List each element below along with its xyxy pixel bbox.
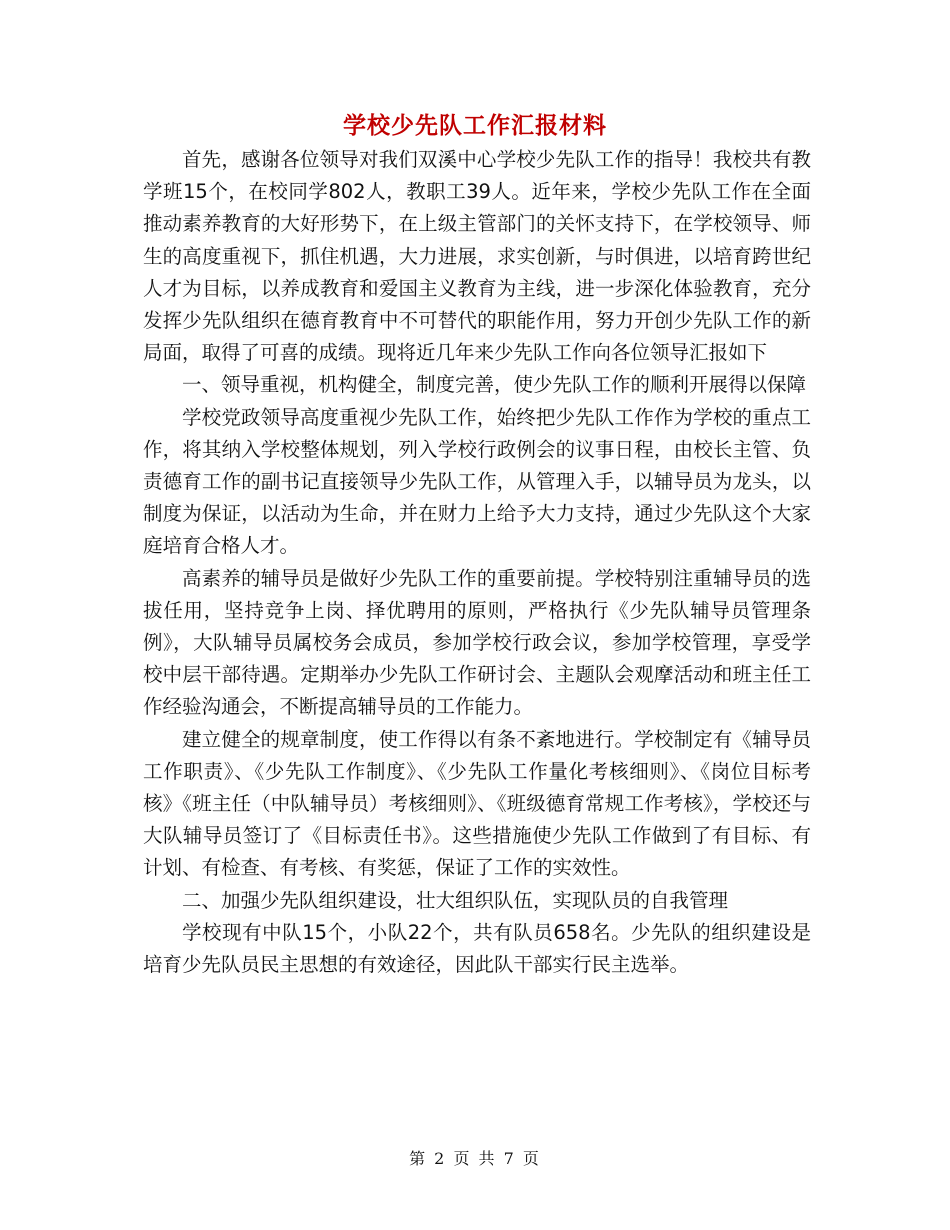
paragraph-intro: 首先，感谢各位领导对我们双溪中心学校少先队工作的指导！我校共有教学班15个，在校同学802人，教职工39人。近年来，学校少先队工作在全面推动素养教育的大好形势下，在上级主管部门的关怀支持下，在学校领导、师生的高度重视下，抓住机遇，大力进展，求实创新，与时俱进，以培育跨世纪人才为目标，以养成教育和爱国主义教育为主线，进一步深化体验教育，充分发挥少先队组织在德育教育中不可替代的职能作用，努力开创少先队工作的新局面，取得了可喜的成绩。现将近几年来少先队工作向各位领导汇报如下 xyxy=(143,148,811,365)
paragraph-regulations: 建立健全的规章制度，使工作得以有条不紊地进行。学校制定有《辅导员工作职责》、《少先队工作制度》、《少先队工作量化考核细则》、《岗位目标考核》《班主任（中队辅导员）考核细则》、《班级德育常规工作考核》，学校还与大队辅导员签订了《目标责任书》。这些措施使少先队工作做到了有目标、有计划、有检查、有考核、有奖惩，保证了工作的实效性。 xyxy=(143,727,811,880)
section-heading-1: 一、领导重视，机构健全，制度完善，使少先队工作的顺利开展得以保障 xyxy=(182,373,807,397)
section-heading-2: 二、加强少先队组织建设，壮大组织队伍，实现队员的自我管理 xyxy=(182,888,729,912)
page-number-footer: 第 2 页 共 7 页 xyxy=(409,1149,541,1168)
document-title: 学校少先队工作汇报材料 xyxy=(343,112,607,139)
paragraph-organization: 学校现有中队15个，小队22个，共有队员658名。少先队的组织建设是培育少先队员民主思想的有效途径，因此队干部实行民主选举。 xyxy=(143,920,811,977)
document-body xyxy=(143,144,811,981)
paragraph-counselors: 高素养的辅导员是做好少先队工作的重要前提。学校特别注重辅导员的选拔任用，坚持竞争上岗、择优聘用的原则，严格执行《少先队辅导员管理条例》，大队辅导员属校务会成员，参加学校行政会议，参加学校管理，享受学校中层干部待遇。定期举办少先队工作研讨会、主题队会观摩活动和班主任工作经验沟通会，不断提高辅导员的工作能力。 xyxy=(143,566,811,719)
paragraph-leadership: 学校党政领导高度重视少先队工作，始终把少先队工作作为学校的重点工作，将其纳入学校整体规划，列入学校行政例会的议事日程，由校长主管、负责德育工作的副书记直接领导少先队工作，从管理入手，以辅导员为龙头，以制度为保证，以活动为生命，并在财力上给予大力支持，通过少先队这个大家庭培育合格人才。 xyxy=(143,405,811,558)
